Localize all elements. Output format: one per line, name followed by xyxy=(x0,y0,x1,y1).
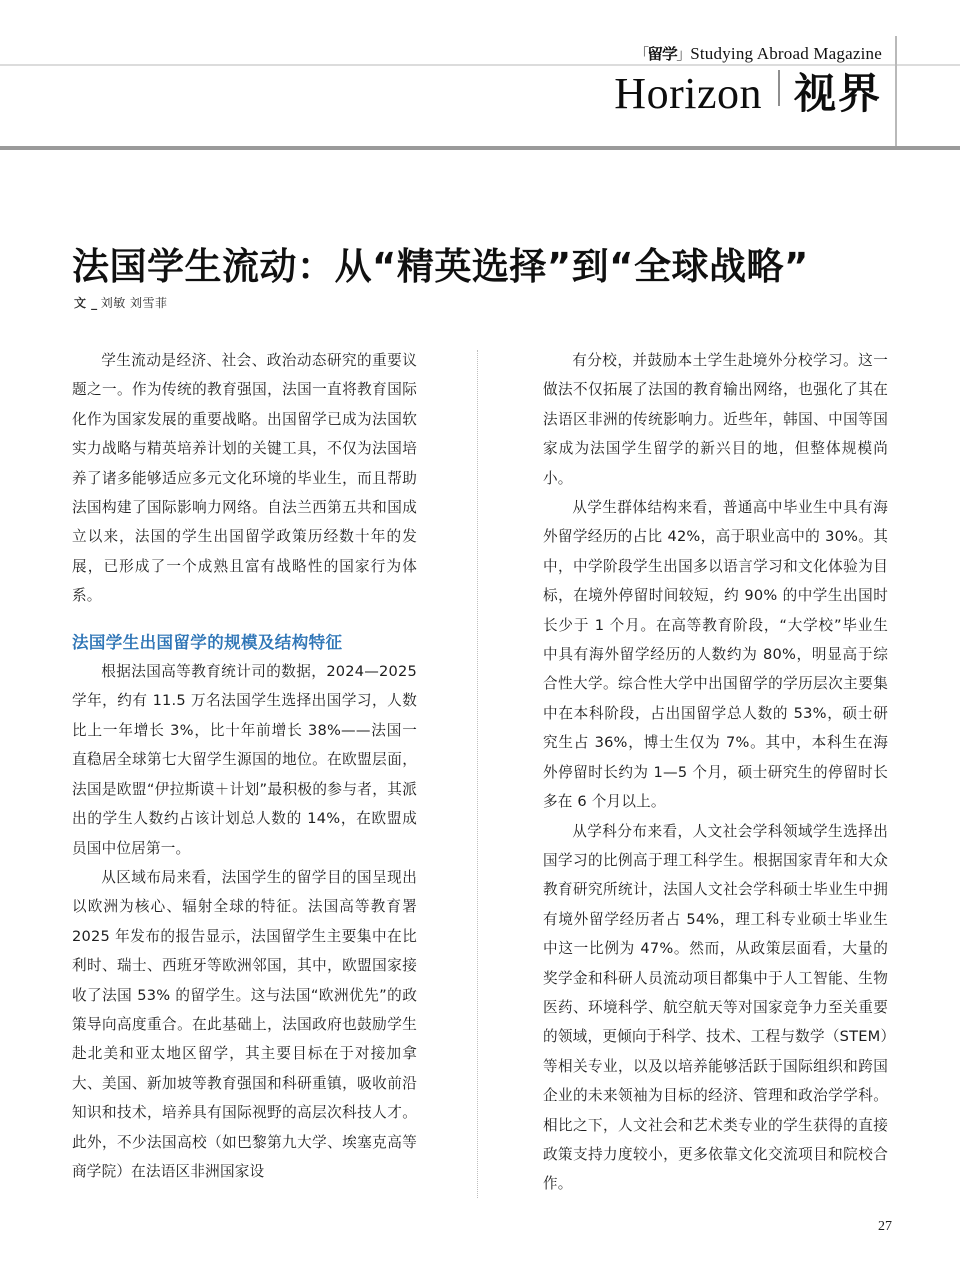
page-number: 27 xyxy=(878,1219,892,1234)
paragraph: 有分校，并鼓励本土学生赴境外分校学习。这一做法不仅拓展了法国的教育输出网络，也强化了其在法语区非洲的传统影响力。近些年，韩国、中国等国家成为法国学生留学的新兴目的地，但整体规模尚小。 xyxy=(543,352,888,487)
kicker-bracket-close: 」 xyxy=(676,45,691,63)
article-body xyxy=(72,346,888,1206)
byline xyxy=(74,294,168,311)
column-divider xyxy=(477,350,479,1198)
section-heading: 法国学生出国留学的规模及结构特征 xyxy=(72,632,343,652)
column-left xyxy=(72,346,417,1206)
kicker-bracket-open: 「 xyxy=(634,45,649,63)
article-title: 法国学生流动：从“精英选择”到“全球战略” xyxy=(72,244,809,288)
masthead-right-rule xyxy=(895,36,897,148)
byline-label: 文 _ xyxy=(74,296,98,310)
masthead-title-divider xyxy=(778,70,780,106)
kicker-text: Studying Abroad Magazine xyxy=(690,44,882,63)
masthead-title xyxy=(614,69,882,118)
masthead-bottom-rule xyxy=(0,146,960,150)
paragraph: 从区域布局来看，法国学生的留学目的国呈现出以欧洲为核心、辐射全球的特征。法国高等教育署 2025 年发布的报告显示，法国留学生主要集中在比利时、瑞士、西班牙等欧洲邻国，其中，欧盟国家接收了法国 53% 的留学生。这与法国“欧洲优先”的政策导向高度重合。在此基础上，法国政府也鼓励学生赴北美和亚太地区留学，其主要目标在于对接加拿大、美国、新加坡等教育强国和科研重镇，吸收前沿知识和技术，培养具有国际视野的高层次科技人才。此外，不少法国高校（如巴黎第九大学、埃塞克高等商学院）在法语区非洲国家设 xyxy=(72,868,417,1180)
byline-authors: 刘敏 刘雪菲 xyxy=(100,296,168,310)
masthead xyxy=(0,0,960,150)
column-right xyxy=(543,346,888,1206)
masthead-top-rule xyxy=(0,64,960,66)
paragraph: 根据法国高等教育统计司的数据，2024—2025 学年，约有 11.5 万名法国学生选择出国学习，人数比上一年增长 3%，比十年前增长 38%——法国一直稳居全球第七大留学生源国的地位。在欧盟层面，法国是欧盟“伊拉斯谟＋计划”最积极的参与者，其派出的学生人数约占该计划总人数的 14%，在欧盟成员国中位居第一。 xyxy=(72,663,417,857)
paragraph: 从学科分布来看，人文社会学科领域学生选择出国学习的比例高于理工科学生。根据国家青年和大众教育研究所统计，法国人文社会学科硕士毕业生中拥有境外留学经历者占 54%，理工科专业硕士毕业生中这一比例为 47%。然而，从政策层面看，大量的奖学金和科研人员流动项目都集中于人工智能、生物医药、环境科学、航空航天等对国家竞争力至关重要的领域，更倾向于科学、技术、工程与数学（STEM）等相关专业，以及以培养能够活跃于国际组织和跨国企业的未来领袖为目标的经济、管理和政治学学科。相比之下，人文社会和艺术类专业的学生获得的直接政策支持力度较小，更多依靠文化交流项目和院校合作。 xyxy=(543,822,888,1193)
paragraph: 学生流动是经济、社会、政治动态研究的重要议题之一。作为传统的教育强国，法国一直将教育国际化作为国家发展的重要战略。出国留学已成为法国软实力战略与精英培养计划的关键工具，不仅为法国培养了诸多能够适应多元文化环境的毕业生，而且帮助法国构建了国际影响力网络。自法兰西第五共和国成立以来，法国的学生出国留学政策历经数十年的发展，已形成了一个成熟且富有战略性的国家行为体系。 xyxy=(72,352,417,605)
magazine-kicker xyxy=(634,43,882,64)
masthead-title-cn: 视界 xyxy=(793,69,882,118)
masthead-title-en: Horizon xyxy=(614,69,762,118)
kicker-logo-mark: 留学 xyxy=(647,45,677,63)
paragraph: 从学生群体结构来看，普通高中毕业生中具有海外留学经历的占比 42%，高于职业高中的 30%。其中，中学阶段学生出国多以语言学习和文化体验为目标，在境外停留时间较短，约 90% 的中学生出国时长少于 1 个月。在高等教育阶段，“大学校”毕业生中具有海外留学经历的人数约为 80%，明显高于综合性大学。综合性大学中出国留学的学历层次主要集中在本科阶段，占出国留学总人数的 53%，硕士研究生占 36%，博士生仅为 7%。其中，本科生在海外停留时长约为 1—5 个月，硕士研究生的停留时长多在 6 个月以上。 xyxy=(543,499,888,811)
